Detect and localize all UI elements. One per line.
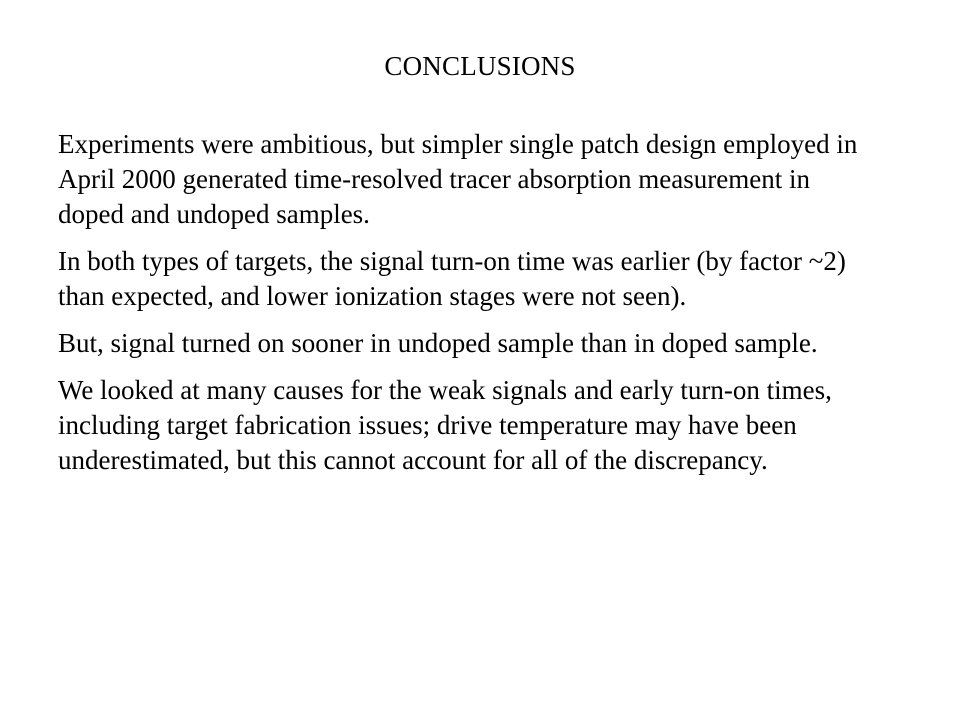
slide-title: CONCLUSIONS <box>384 51 576 81</box>
conclusion-paragraph-2: In both types of targets, the signal turn-on time was earlier (by factor ~2) than expected, and lower ionization stages were not seen). <box>58 246 846 311</box>
conclusion-paragraph-4: We looked at many causes for the weak signals and early turn-on times, including target fabrication issues; drive temperature may have been underestimated, but this cannot account for all of the discrepancy. <box>58 375 832 475</box>
conclusions-body <box>58 127 878 490</box>
conclusion-paragraph-3: But, signal turned on sooner in undoped sample than in doped sample. <box>58 328 818 358</box>
conclusion-paragraph-1: Experiments were ambitious, but simpler single patch design employed in April 2000 generated time-resolved tracer absorption measurement in doped and undoped samples. <box>58 129 858 229</box>
